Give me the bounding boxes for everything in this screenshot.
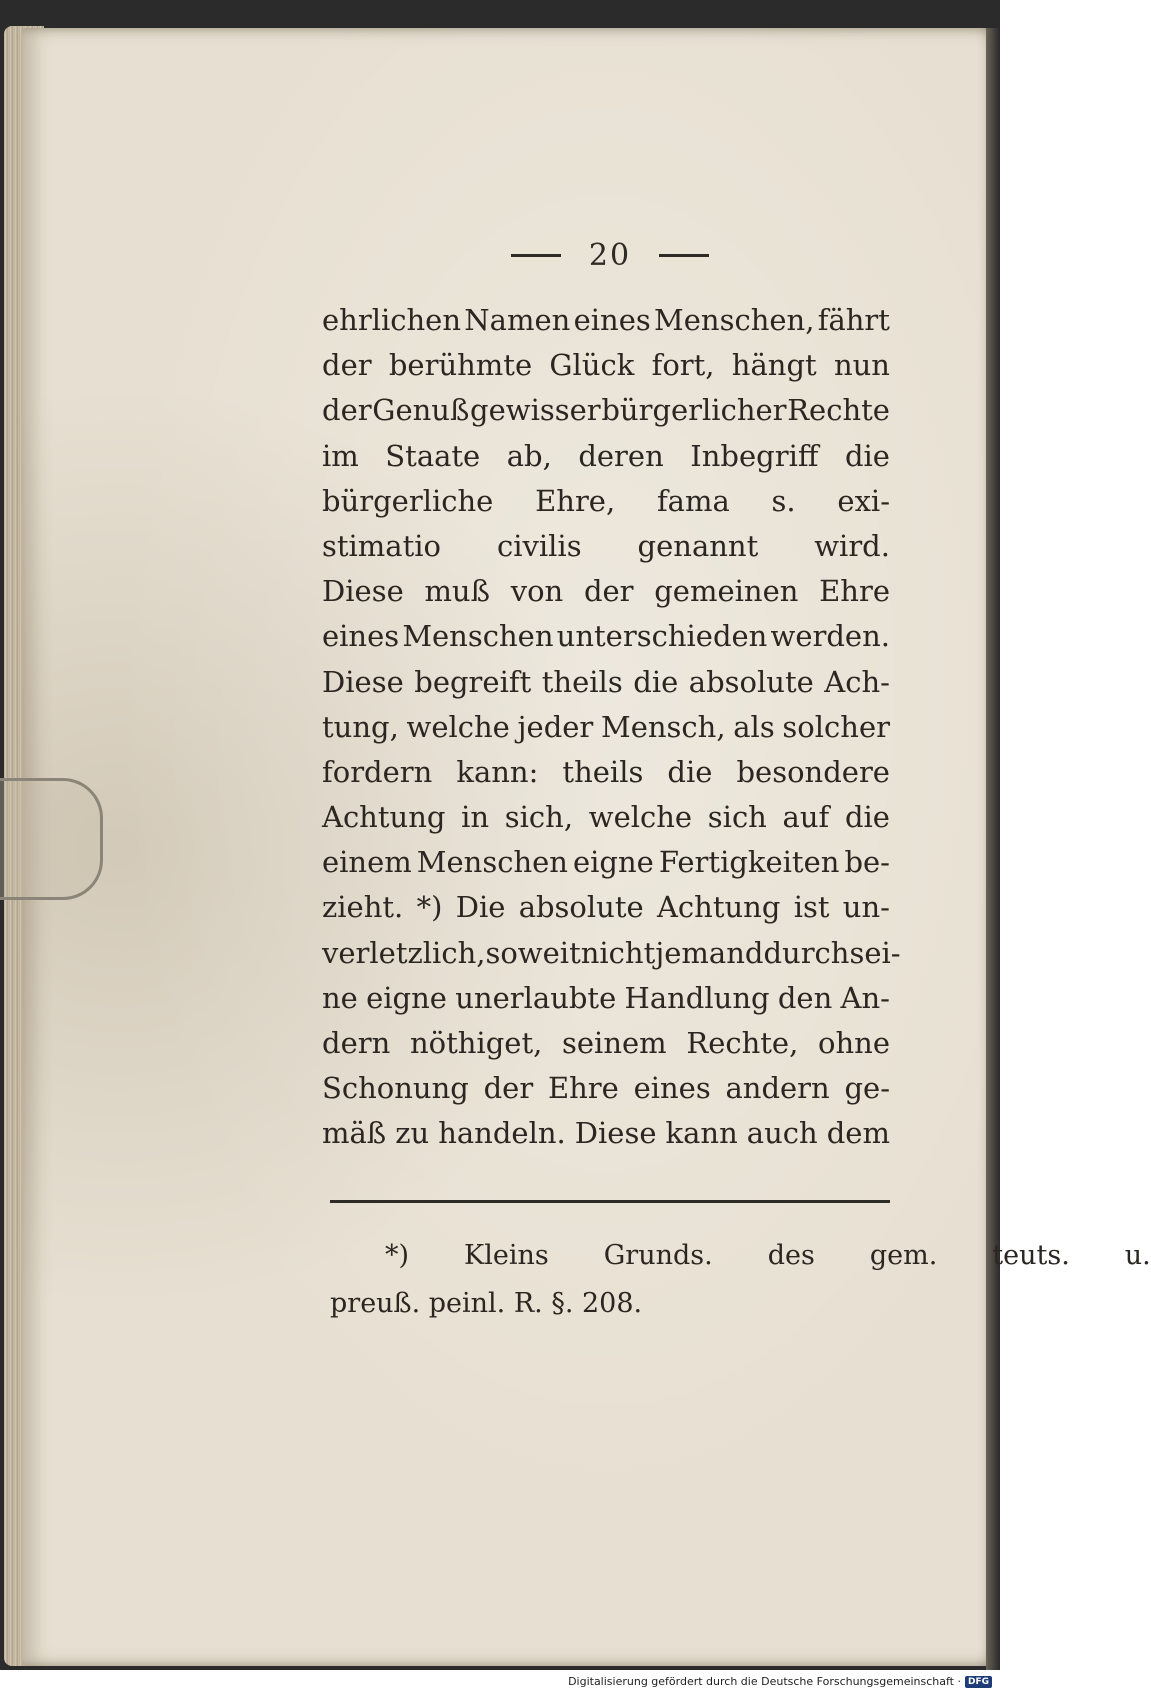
word: solcher (782, 709, 890, 744)
word: gewisser (470, 393, 601, 428)
word: s. (771, 483, 796, 518)
word: genannt (637, 528, 759, 563)
word: absolute (518, 890, 644, 925)
word: nun (833, 348, 890, 383)
text-line (322, 976, 890, 1021)
word: Staate (385, 438, 481, 473)
page-clip (0, 778, 103, 900)
word: hängt (731, 348, 817, 383)
word: zieht. (322, 890, 404, 925)
text-line (322, 388, 890, 433)
footnote-word: des (767, 1240, 815, 1271)
word: Ach- (824, 664, 890, 699)
word: Diese (322, 574, 404, 609)
word: Diese (322, 664, 404, 699)
page-header (330, 238, 890, 273)
word: in (461, 800, 490, 835)
word: auch (746, 1116, 818, 1151)
word: welche (588, 800, 693, 835)
word: fama (656, 483, 730, 518)
footnote-word: u. (1124, 1240, 1151, 1271)
word: den (777, 980, 833, 1015)
word: Genuß (372, 393, 470, 428)
word: fährt (817, 303, 890, 337)
word: un- (842, 890, 890, 925)
word: ohne (818, 1026, 890, 1060)
word: auf (782, 800, 830, 835)
word: dern (322, 1026, 391, 1060)
footnote-line-2: preuß. peinl. R. §. 208. (330, 1288, 643, 1319)
text-line (322, 885, 890, 930)
word: muß (424, 574, 490, 609)
word: Ehre, (535, 483, 616, 518)
word: durch (763, 935, 850, 970)
footnote-word: *) (385, 1240, 410, 1271)
word: An- (840, 980, 890, 1015)
text-line (322, 1021, 890, 1066)
text-line (322, 298, 890, 343)
word: welche (406, 709, 510, 744)
dfg-logo: DFG (965, 1676, 992, 1688)
word: fordern (322, 754, 433, 789)
word: unterschieden (556, 619, 768, 654)
word: der (322, 393, 372, 428)
word: Glück (549, 348, 635, 383)
word: der (322, 348, 372, 383)
text-line (322, 750, 890, 795)
word: Namen (464, 303, 571, 337)
word: nicht (580, 935, 656, 970)
word: be- (844, 845, 890, 880)
word: Rechte, (686, 1026, 799, 1060)
text-line (322, 795, 890, 840)
word: Menschen (402, 619, 554, 654)
header-dash-right (659, 254, 709, 257)
word: der (483, 1071, 534, 1106)
word: Rechte (787, 393, 890, 428)
word: jemand (655, 935, 764, 970)
text-line (322, 840, 890, 885)
digitization-credit (568, 1675, 992, 1688)
word: begreift (414, 664, 532, 699)
word: theils (562, 754, 644, 789)
word: kann: (456, 754, 539, 789)
word: als (733, 709, 775, 744)
word: Menschen, (654, 303, 815, 337)
word: Mensch, (601, 709, 726, 744)
word: Die (455, 890, 506, 925)
word: ehrlichen (322, 303, 462, 337)
word: sich (707, 800, 767, 835)
body-text (322, 298, 901, 1157)
text-line (322, 569, 890, 614)
word: eines (322, 619, 400, 654)
footnote-word: Kleins (464, 1240, 549, 1271)
page-number: 20 (588, 238, 632, 273)
footnote-line-1 (330, 1232, 1151, 1280)
word: die (844, 438, 890, 473)
word: fort, (651, 348, 715, 383)
word: handeln. (438, 1116, 566, 1151)
credit-text: Digitalisierung gefördert durch die Deutsche Forschungsgemeinschaft · (568, 1675, 961, 1688)
text-line (322, 931, 901, 976)
footnote-word: teuts. (992, 1240, 1070, 1271)
header-dash-left (511, 254, 561, 257)
word: Fertigkeiten (658, 845, 840, 880)
word: *) (416, 890, 443, 925)
word: bürgerlicher (601, 393, 787, 428)
word: civilis (496, 528, 582, 563)
word: einem (322, 845, 412, 880)
word: stimatio (322, 528, 441, 563)
word: deren (578, 438, 664, 473)
word: eigne (366, 980, 447, 1015)
word: kann (665, 1116, 738, 1151)
word: theils (541, 664, 623, 699)
text-line (322, 705, 890, 750)
text-line (322, 343, 890, 388)
word: ne (322, 980, 358, 1015)
footnote (330, 1232, 1151, 1328)
word: dem (826, 1116, 890, 1151)
word: Menschen (416, 845, 568, 880)
word: nöthiget, (409, 1026, 543, 1060)
text-line (322, 1111, 890, 1156)
word: tung, (322, 709, 399, 744)
word: bürgerliche (322, 483, 494, 518)
word: Diese (574, 1116, 657, 1151)
word: im (322, 438, 359, 473)
word: Inbegriff (690, 438, 819, 473)
word: absolute (688, 664, 814, 699)
text-line (322, 434, 890, 479)
footnote-word: gem. (869, 1240, 938, 1271)
text-line (322, 660, 890, 705)
word: Achtung (322, 800, 446, 835)
word: verletzlich, (322, 935, 486, 970)
word: ab, (506, 438, 552, 473)
word: eigne (573, 845, 654, 880)
word: ge- (844, 1071, 890, 1106)
word: Handlung (624, 980, 770, 1015)
word: Ehre (819, 574, 890, 609)
word: mäß (322, 1116, 387, 1151)
word: unerlaubte (455, 980, 617, 1015)
text-line (322, 1066, 890, 1111)
text-line (322, 479, 890, 524)
word: von (510, 574, 564, 609)
word: soweit (485, 935, 581, 970)
word: jeder (517, 709, 594, 744)
footnote-rule (330, 1200, 890, 1203)
word: zu (395, 1116, 430, 1151)
word: Schonung (322, 1071, 469, 1106)
word: eines (633, 1071, 711, 1106)
word: ist (793, 890, 830, 925)
word: seinem (562, 1026, 667, 1060)
text-line (322, 524, 890, 569)
word: werden. (770, 619, 890, 654)
word: die (844, 800, 890, 835)
text-line (322, 614, 890, 659)
word: die (633, 664, 679, 699)
word: wird. (814, 528, 890, 563)
word: besondere (736, 754, 890, 789)
word: eines (573, 303, 651, 337)
word: der (583, 574, 634, 609)
word: berühmte (388, 348, 533, 383)
word: sich, (504, 800, 574, 835)
word: sei- (849, 935, 901, 970)
word: die (667, 754, 713, 789)
word: Ehre (547, 1071, 619, 1106)
word: gemeinen (654, 574, 799, 609)
book-spine-shadow (986, 28, 1000, 1670)
word: exi- (837, 483, 890, 518)
word: Achtung (656, 890, 781, 925)
word: andern (725, 1071, 830, 1106)
footnote-word: Grunds. (603, 1240, 713, 1271)
